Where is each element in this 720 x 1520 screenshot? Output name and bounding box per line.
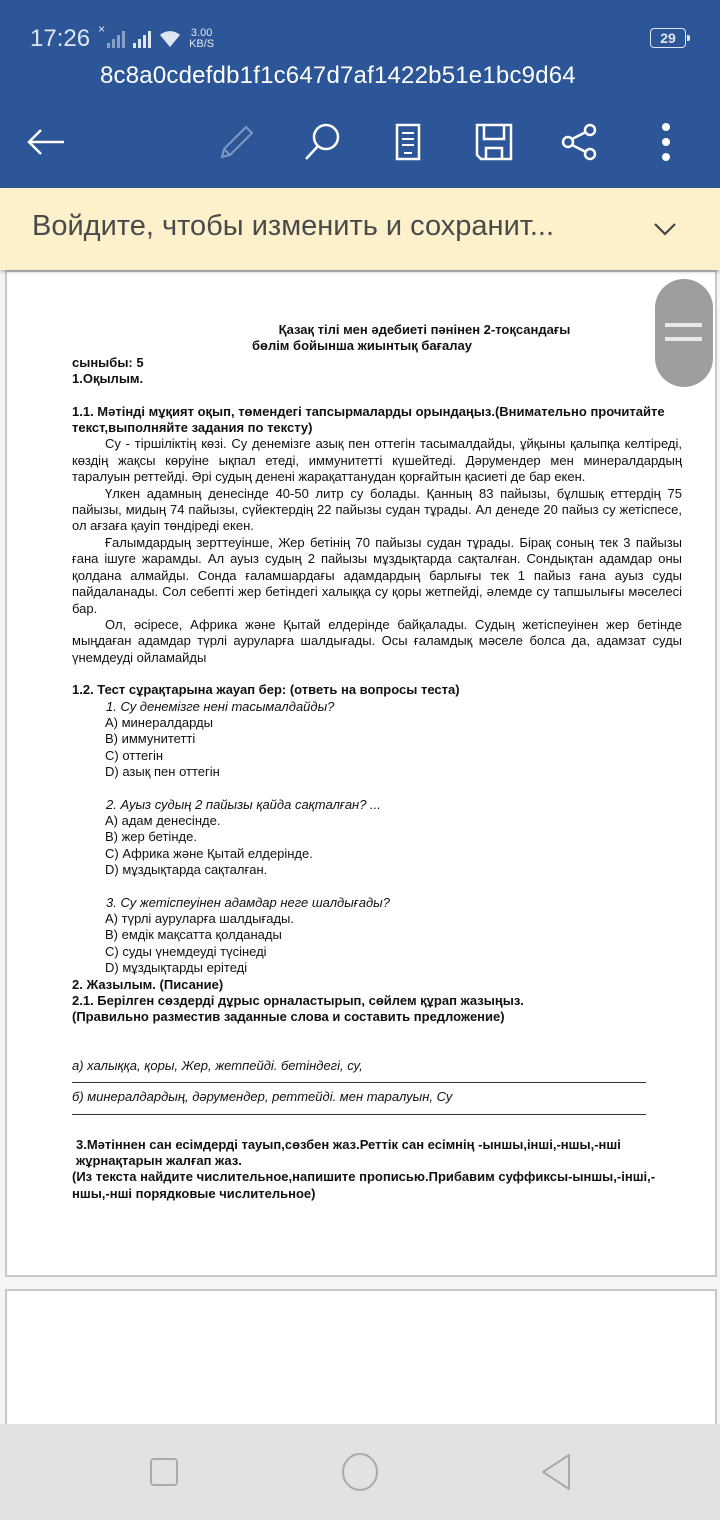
grip-line-icon [665,337,702,341]
network-speed: 3.00 KB/S [189,27,215,50]
toolbar [0,112,720,172]
document-heading-line1: Қазақ тілі мен әдебиеті пәнінен 2-тоқсандағы [278,322,571,337]
document-title: 8c8a0cdefdb1f1c647d7af1422b51e1bc9d64 [100,62,576,89]
recent-apps-button[interactable] [134,1452,194,1492]
answer-option: B) иммунитетті [105,731,196,747]
banner-expand-button[interactable] [650,214,680,244]
section-writing: 2. Жазылым. (Писание) [72,976,224,992]
paragraph: Су - тіршіліктің көзі. Су денемізге азық пен оттегін тасымалдайды, ұйқыны қалыпқа келтіреді, көздің жақсы көруіне ықпал етеді, иммунитетті күшейтеді. Дәрумендер мен минералдардың таралуын реттейді. Әрі судың денені жарақаттанудан қорғайтын қасиеті де бар екен. [72,436,682,485]
app-bar [0,0,720,188]
share-icon [560,122,600,162]
back-icon [539,1452,573,1492]
recent-apps-icon [148,1456,180,1488]
task-3: 3.Мәтіннен сан есімдерді тауып,сөзбен жаз.Реттік сан есімнің -ыншы,інші,-ншы,-нші жұрнақтарын жалғап жаз. [76,1136,621,1169]
grade-label: сыныбы: 5 [72,354,144,370]
sign-in-banner[interactable] [0,188,720,270]
answer-option: A) түрлі ауруларға шалдығады. [105,911,294,926]
answer-option: B) емдік мақсатта қолданады [105,927,282,943]
question-1: 1. Су денемізге нені тасымалдайды? [106,698,335,714]
paragraph: Ол, әсіресе, Африка және Қытай елдерінде байқалады. Судың жетіспеуінен жер бетінде мыңдаған адамдар түрлі ауруларға шалдығады. Осы ғаламдық мәселе болса да, адамзат суды үнемдеуді ойламайды [72,616,682,665]
back-button[interactable] [16,112,76,172]
sentence-a: а) халыққа, қоры, Жер, жетпейді. бетіндегі, су, [72,1057,363,1073]
paragraph: Үлкен адамның денесінде 40-50 литр су болады. Қанның 83 пайызы, бұлшық еттердің 75 пайызы, мидың 74 пайызы, сүйектердің 22 пайызы судан тұрады. Ал денеде 20 пайыз су жетіспесе, ол ағзаға қауіп төндіреді екен. [72,485,682,534]
answer-option: D) азық пен оттегін [105,764,220,780]
answer-option: C) Африка және Қытай елдерінде. [105,845,313,861]
no-sim-icon: × [98,22,106,36]
back-nav-button[interactable] [526,1452,586,1492]
signal-sim2-icon [133,30,151,48]
signal-sim1-icon [107,30,125,48]
answer-option: C) оттегін [105,747,164,763]
paragraph: Ғалымдардың зерттеуінше, Жер бетінің 70 пайызы судан тұрады. Бірақ соның тек 3 пайызы ғана ішуге жарамды. Ал ауыз судың 2 пайызы мұздықтарда сақталған. Сондықтан адамдар оны қолдана алмайды. Сонда ғаламшардағы адамдардың барлығы тек 1 пайыз ғана ауыз суды пайдаланады. Сол себепті жер бетіндегі халыққа су қоры жетпейді, әлемде су тапшылығы мәселесі бар. [72,534,682,616]
document-content [72,322,682,1202]
task-2-1-translation: (Правильно разместив заданные слова и составить предложение) [72,1009,505,1025]
answer-option: A) адам денесінде. [105,812,221,828]
section-reading: 1.Оқылым. [72,371,144,387]
battery-indicator: 29 [650,28,686,48]
edit-pencil-icon [216,122,256,162]
answer-option: D) мұздықтарды ерітеді [105,960,248,976]
task-1-1: 1.1. Мәтінді мұқият оқып, төмендегі тапсырмаларды орындаңыз.(Внимательно прочитайте текст,выполняйте задания по тексту) [72,403,665,436]
answer-line [72,1106,646,1115]
reading-view-icon [393,122,423,162]
answer-option: C) суды үнемдеуді түсінеді [105,943,267,959]
chevron-down-icon [650,214,680,244]
answer-option: D) мұздықтарда сақталған. [105,862,268,878]
reading-view-button[interactable] [378,112,438,172]
system-nav-bar [0,1424,720,1520]
question-3: 3. Су жетіспеуінен адамдар неге шалдығады? [106,894,390,910]
answer-line [72,1074,646,1083]
task-3-translation: (Из текста найдите числительное,напишите прописью.Прибавим суффиксы-ыншы,-інші,-ншы,-нші порядковые числительное) [72,1169,656,1201]
share-button[interactable] [550,112,610,172]
edit-button[interactable] [206,112,266,172]
fast-scroll-handle[interactable] [655,279,713,387]
task-1-2: 1.2. Тест сұрақтарына жауап бер: (ответь на вопросы теста) [72,682,460,698]
grip-line-icon [665,323,702,327]
answer-option: A) минералдарды [105,714,213,730]
answer-option: B) жер бетінде. [105,829,197,845]
status-bar [30,22,214,56]
search-icon [302,122,342,162]
home-icon [340,1452,380,1492]
back-arrow-icon [26,127,66,157]
task-2-1: 2.1. Берілген сөздерді дұрыс орналастырып, сөйлем құрап жазыңыз. [72,993,524,1009]
status-time: 17:26 [30,25,91,52]
sentence-b: б) минералдардың, дәрумендер, реттейді. мен таралуын, Су [72,1089,453,1105]
more-options-icon [660,122,672,162]
save-icon [474,122,514,162]
document-heading-line2: бөлім бойынша жиынтық бағалау [251,338,473,354]
question-2: 2. Ауыз судың 2 пайызы қайда сақталған? ... [106,796,381,812]
search-button[interactable] [292,112,352,172]
save-button[interactable] [464,112,524,172]
home-button[interactable] [330,1452,390,1492]
sign-in-banner-text: Войдите, чтобы изменить и сохранит... [32,210,555,242]
more-options-button[interactable] [636,112,696,172]
wifi-icon [159,30,181,48]
